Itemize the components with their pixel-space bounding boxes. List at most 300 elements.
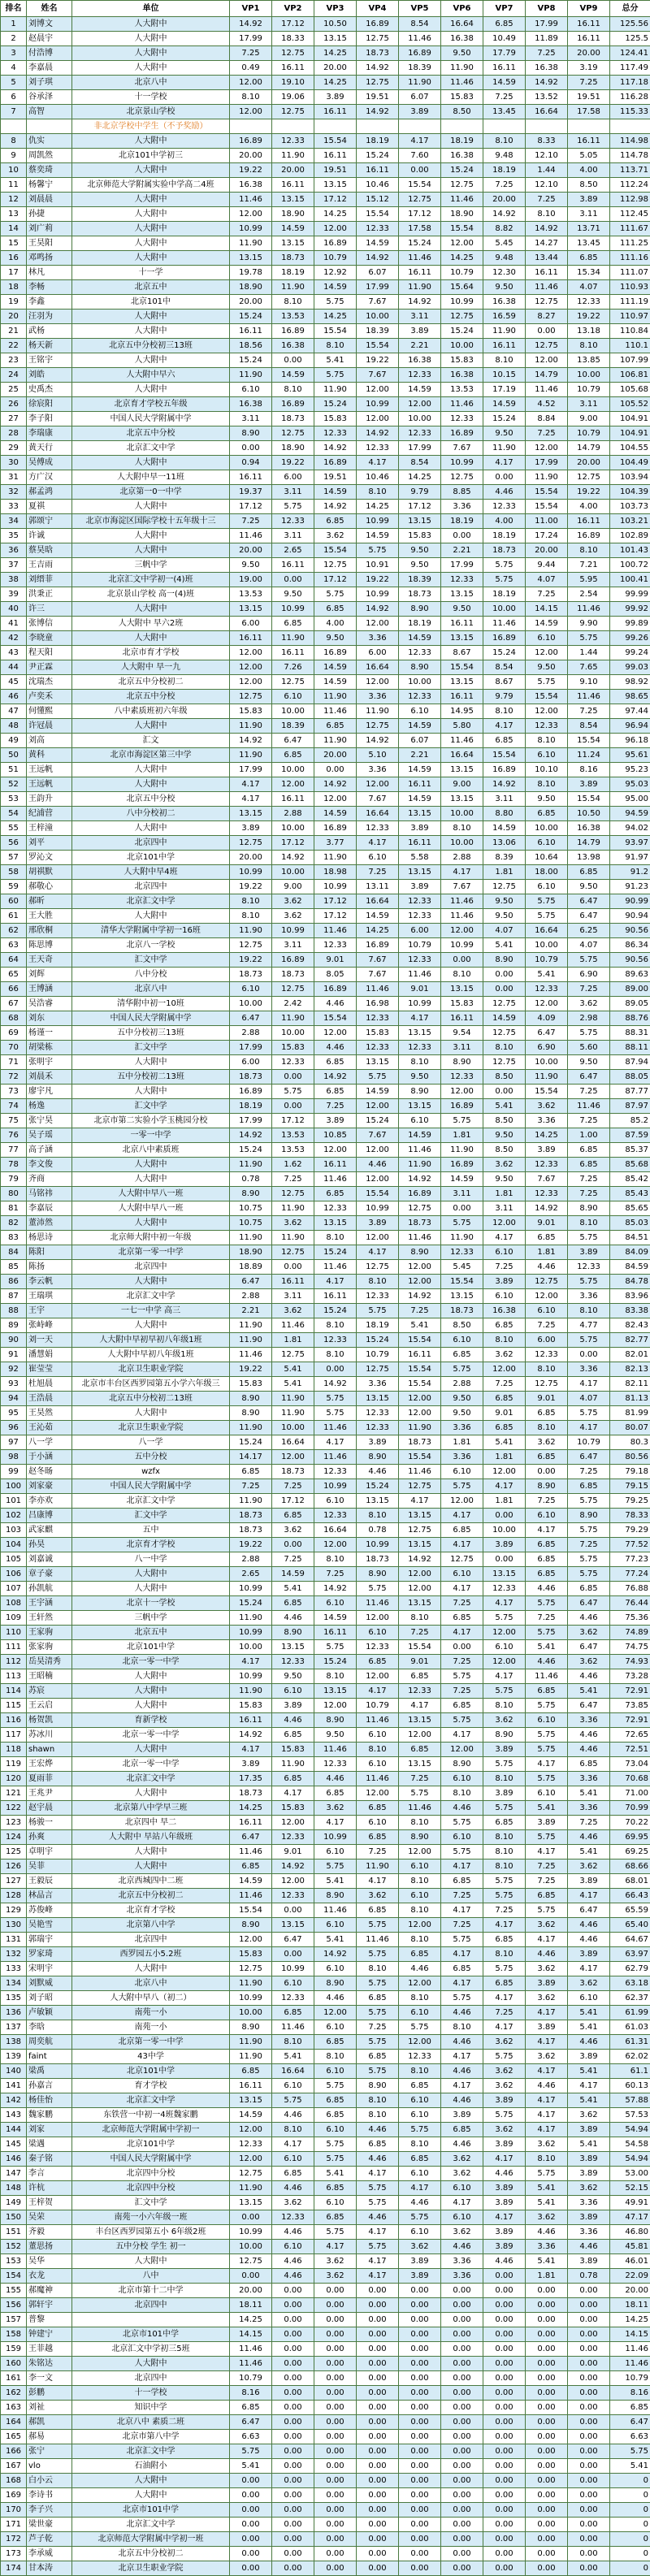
table-row [1,924,650,938]
total-cell: 11.46 [610,2342,650,2357]
vp3-cell: 3.89 [314,1114,357,1128]
vp8-cell: 4.46 [526,2225,568,2240]
vp2-cell: 0.00 [272,2298,314,2313]
vp1-cell: 4.17 [230,792,272,807]
table-row [1,968,650,982]
vp5-cell: 11.90 [399,1421,441,1435]
vp7-cell: 4.00 [483,514,526,529]
vp1-cell: 8.10 [230,894,272,909]
vp7-cell: 17.79 [483,46,526,61]
vp3-cell: 16.89 [314,236,357,251]
total-cell: 0 [610,2561,650,2576]
vp6-cell: 6.85 [441,1611,483,1626]
vp4-cell: 12.33 [357,1640,399,1655]
vp3-cell: 3.62 [314,2269,357,2284]
total-cell: 124.41 [610,46,650,61]
vp3-cell: 5.41 [314,353,357,368]
total-cell: 20.00 [610,2284,650,2298]
total-cell: 81.13 [610,1392,650,1406]
vp1-cell: 15.83 [230,1947,272,1962]
name-cell: 刘辉 [27,968,72,982]
vp9-cell: 6.47 [568,894,610,909]
total-cell: 68.66 [610,1859,650,1874]
unit-cell: 北京五中 [72,280,230,295]
vp3-cell: 14.59 [314,660,357,675]
vp3-cell: 0.00 [314,2547,357,2561]
table-row [1,1772,650,1786]
vp5-cell: 6.10 [399,2225,441,2240]
vp4-cell: 8.10 [357,1275,399,1289]
name-cell: 赵冬旸 [27,1465,72,1479]
vp1-cell: 6.10 [230,383,272,397]
unit-cell: 北京市丰台区西罗园第五小学六年级三 [72,1377,230,1392]
rank-cell: 150 [1,2210,27,2225]
table-row [1,485,650,500]
rank-cell: 42 [1,631,27,646]
vp1-cell: 16.11 [230,1713,272,1728]
vp6-cell: 0.00 [441,2313,483,2327]
name-cell: 刘子昭 [27,1991,72,2006]
rank-cell: 49 [1,734,27,748]
vp5-cell: 8.10 [399,1933,441,1947]
vp8-cell: 8.27 [526,310,568,324]
vp2-cell: 6.85 [272,2167,314,2181]
vp8-cell: 5.75 [526,2167,568,2181]
rank-cell: 17 [1,266,27,280]
vp2-cell: 11.90 [272,1201,314,1216]
total-cell: 117.18 [610,76,650,90]
vp2-cell: 5.75 [272,1085,314,1099]
vp8-cell: 18.00 [526,865,568,880]
vp2-cell: 0.00 [272,2474,314,2488]
vp2-cell: 12.75 [272,1348,314,1362]
total-cell: 8.16 [610,2386,650,2401]
vp8-cell: 5.41 [526,2196,568,2210]
vp3-cell: 8.10 [314,1231,357,1245]
vp6-cell: 8.10 [441,2020,483,2035]
table-row [1,2269,650,2284]
vp5-cell: 4.17 [399,1699,441,1713]
total-cell: 99.89 [610,617,650,631]
unit-cell: 石油附小 [72,2459,230,2474]
rank-cell: 132 [1,1947,27,1962]
vp1-cell: 17.99 [230,763,272,777]
vp9-cell: 3.36 [568,2225,610,2240]
rank-cell: 109 [1,1611,27,1626]
vp8-cell: 5.75 [526,1596,568,1611]
vp1-cell: 10.79 [230,2371,272,2386]
total-cell: 85.03 [610,1216,650,1231]
vp5-cell: 13.15 [399,1099,441,1114]
vp1-cell: 0.00 [230,2269,272,2284]
vp1-cell: 18.89 [230,1260,272,1275]
vp5-cell: 12.75 [399,1201,441,1216]
unit-cell: 人大附中 [72,310,230,324]
total-cell: 74.93 [610,1655,650,1669]
name-cell [27,119,72,134]
vp1-cell: 6.85 [230,1859,272,1874]
total-cell: 95.23 [610,763,650,777]
rank-cell: 94 [1,1392,27,1406]
vp6-cell: 6.85 [441,1699,483,1713]
vp4-cell: 18.19 [357,134,399,149]
vp6-cell: 12.00 [441,236,483,251]
vp8-cell: 12.00 [526,1289,568,1304]
vp3-cell: 8.10 [314,1669,357,1684]
vp2-cell: 15.83 [272,1801,314,1816]
table-row [1,412,650,426]
unit-cell: 北京101中学 [72,1640,230,1655]
total-cell [610,119,650,134]
total-cell: 114.98 [610,134,650,149]
rank-cell: 61 [1,909,27,924]
vp4-cell: 5.75 [357,2240,399,2254]
rank-cell: 134 [1,1976,27,1991]
vp2-cell: 12.75 [272,1245,314,1260]
table-row [1,2357,650,2371]
vp9-cell: 7.21 [568,558,610,573]
vp4-cell: 10.00 [357,310,399,324]
vp5-cell: 17.99 [399,441,441,456]
vp5-cell: 14.92 [399,1289,441,1304]
vp1-cell: 18.90 [230,1245,272,1260]
vp4-cell: 12.00 [357,1669,399,1684]
unit-cell: 人大附中 [72,2357,230,2371]
vp2-cell: 5.41 [272,1582,314,1596]
vp7-cell: 0.00 [483,968,526,982]
vp6-cell: 13.15 [441,982,483,997]
vp7-cell: 0.00 [483,2327,526,2342]
rank-cell: 149 [1,2196,27,2210]
table-row [1,2313,650,2327]
name-cell: 刘东 [27,1011,72,1026]
name-cell: 刘缙菲 [27,573,72,587]
vp2-cell: 6.85 [272,748,314,763]
unit-cell: 人大附中 [72,1669,230,1684]
rank-cell: 121 [1,1786,27,1801]
vp4-cell: 8.10 [357,485,399,500]
unit-cell: 北京师范大学附属中学初一班 [72,2532,230,2547]
total-cell: 111.07 [610,266,650,280]
total-cell: 62.79 [610,1962,650,1976]
total-cell: 65.59 [610,1903,650,1918]
vp9-cell: 13.71 [568,222,610,236]
vp5-cell: 8.54 [399,456,441,470]
total-cell: 82.01 [610,1348,650,1362]
total-cell: 111.16 [610,251,650,266]
unit-cell: 人大附中 [72,61,230,76]
vp6-cell: 16.38 [441,368,483,383]
vp7-cell: 18.73 [483,543,526,558]
vp6-cell: 6.10 [441,1567,483,1582]
name-cell: 李诗书 [27,2488,72,2503]
table-row [1,1611,650,1626]
vp9-cell: 0.00 [568,2401,610,2415]
vp1-cell: 2.65 [230,1567,272,1582]
total-cell: 94.02 [610,821,650,836]
vp1-cell: 19.22 [230,1362,272,1377]
vp9-cell: 11.46 [568,1099,610,1114]
name-cell: 刘默威 [27,1976,72,1991]
total-cell: 84.51 [610,1231,650,1245]
vp4-cell: 16.64 [357,894,399,909]
vp6-cell: 0.00 [441,2488,483,2503]
vp8-cell: 14.15 [526,602,568,617]
table-row [1,163,650,178]
name-cell: 方广汉 [27,470,72,485]
total-cell: 112.45 [610,207,650,222]
vp5-cell: 2.21 [399,748,441,763]
table-row [1,324,650,339]
vp1-cell: 6.00 [230,617,272,631]
vp3-cell: 3.89 [314,90,357,105]
vp3-cell: 12.00 [314,792,357,807]
vp5-cell: 13.15 [399,1538,441,1552]
name-cell: 刘家豪 [27,1479,72,1494]
vp4-cell: 0.00 [357,2386,399,2401]
total-cell: 70.68 [610,1772,650,1786]
vp9-cell: 5.75 [568,953,610,968]
vp4-cell: 7.67 [357,792,399,807]
vp2-cell: 0.00 [272,2547,314,2561]
vp5-cell: 12.33 [399,368,441,383]
vp4-cell: 12.75 [357,1362,399,1377]
table-row [1,2342,650,2357]
vp3-cell: 4.46 [314,1991,357,2006]
rank-cell: 39 [1,587,27,602]
vp9-cell: 5.41 [568,2064,610,2079]
vp5-cell: 13.15 [399,514,441,529]
rank-cell: 32 [1,485,27,500]
rank-cell: 37 [1,558,27,573]
vp3-cell: 5.75 [314,587,357,602]
vp2-cell: 18.90 [272,207,314,222]
vp7-cell: 9.50 [483,426,526,441]
vp8-cell: 4.46 [526,2079,568,2093]
vp6-cell: 16.89 [441,1158,483,1172]
table-row [1,2020,650,2035]
unit-cell: 北京五中分校初三13班 [72,339,230,353]
vp8-cell: 17.24 [526,529,568,543]
vp2-cell: 0.00 [272,2444,314,2459]
vp6-cell: 4.17 [441,2079,483,2093]
vp4-cell: 6.85 [357,2050,399,2064]
vp5-cell: 12.00 [399,1260,441,1275]
vp5-cell: 12.00 [399,1392,441,1406]
vp4-cell: 12.33 [357,821,399,836]
unit-cell: 五中分校初二13班 [72,1070,230,1085]
vp5-cell: 13.15 [399,807,441,821]
unit-cell: 43中学 [72,2050,230,2064]
vp6-cell: 10.99 [441,456,483,470]
vp6-cell: 18.19 [441,134,483,149]
total-cell: 101.43 [610,543,650,558]
name-cell: 罗家琦 [27,1947,72,1962]
vp1-cell: 11.90 [230,1421,272,1435]
vp7-cell: 16.38 [483,295,526,310]
unit-cell: 人大附中 [72,251,230,266]
vp1-cell: 16.89 [230,134,272,149]
vp6-cell: 0.00 [441,2518,483,2532]
vp4-cell: 6.10 [357,1626,399,1640]
header-vp7: VP7 [483,1,526,17]
name-cell: 王梓潼 [27,821,72,836]
rank-cell: 154 [1,2269,27,2284]
vp8-cell: 1.81 [526,2269,568,2284]
vp1-cell: 11.90 [230,2035,272,2050]
vp5-cell: 14.59 [399,719,441,734]
table-row [1,1845,650,1859]
vp7-cell: 15.24 [483,412,526,426]
table-row [1,1172,650,1187]
vp4-cell: 6.10 [357,1816,399,1830]
vp1-cell: 5.75 [230,2444,272,2459]
unit-cell: 八中分校初二 [72,807,230,821]
vp9-cell: 4.17 [568,1889,610,1903]
rank-cell: 71 [1,1055,27,1070]
vp9-cell: 3.89 [568,2210,610,2225]
vp7-cell: 3.62 [483,2064,526,2079]
vp1-cell: 8.10 [230,909,272,924]
vp4-cell: 15.24 [357,1479,399,1494]
vp9-cell: 10.79 [568,383,610,397]
vp4-cell: 13.15 [357,1392,399,1406]
vp2-cell: 10.99 [272,924,314,938]
table-row [1,1640,650,1655]
vp7-cell: 5.75 [483,573,526,587]
vp1-cell: 11.46 [230,2342,272,2357]
vp4-cell: 0.00 [357,2357,399,2371]
vp5-cell: 18.73 [399,587,441,602]
vp2-cell: 6.10 [272,1976,314,1991]
vp7-cell: 12.00 [483,1626,526,1640]
vp4-cell: 3.36 [357,763,399,777]
vp7-cell: 8.10 [483,704,526,719]
vp8-cell: 12.75 [526,1275,568,1289]
table-row [1,719,650,734]
vp2-cell: 13.53 [272,1143,314,1158]
vp4-cell: 4.46 [357,1158,399,1172]
vp4-cell: 4.17 [357,836,399,851]
vp9-cell: 8.90 [568,1201,610,1216]
vp3-cell: 0.00 [314,2503,357,2518]
unit-cell: 清华附中初一10班 [72,997,230,1011]
vp4-cell: 8.90 [357,1567,399,1582]
table-row [1,1392,650,1406]
rank-cell: 171 [1,2518,27,2532]
name-cell: 蔡昊晗 [27,543,72,558]
unit-cell: 丰台区西罗园第五小 6年级2班 [72,2225,230,2240]
vp6-cell: 9.54 [441,1026,483,1041]
vp5-cell: 12.00 [399,1845,441,1859]
rank-cell: 20 [1,310,27,324]
vp8-cell: 6.00 [526,1333,568,1348]
unit-cell: 北京四中 [72,2298,230,2313]
name-cell: 王吉雨 [27,558,72,573]
total-cell: 0 [610,2488,650,2503]
vp7-cell: 5.41 [483,1435,526,1450]
vp9-cell: 4.17 [568,1377,610,1392]
vp7-cell: 9.48 [483,251,526,266]
total-cell: 71.00 [610,1786,650,1801]
vp6-cell: 5.80 [441,719,483,734]
unit-cell: 人大附中 [72,2474,230,2488]
vp6-cell: 0.00 [441,2503,483,2518]
vp9-cell: 5.75 [568,631,610,646]
unit-cell: 北京八中素质班 [72,1143,230,1158]
vp4-cell: 4.17 [357,1245,399,1260]
total-cell: 77.23 [610,1552,650,1567]
vp1-cell: 13.15 [230,602,272,617]
vp9-cell: 19.51 [568,90,610,105]
vp8-cell: 0.00 [526,2313,568,2327]
vp3-cell: 12.33 [314,1465,357,1479]
vp5-cell: 6.10 [399,1114,441,1128]
vp6-cell: 0.00 [441,2474,483,2488]
unit-cell: 人大附中 [72,821,230,836]
vp5-cell: 18.73 [399,1216,441,1231]
vp8-cell: 8.10 [526,2152,568,2167]
unit-cell: 北京101中学初三 [72,149,230,163]
table-row [1,2123,650,2137]
vp6-cell: 14.25 [441,251,483,266]
vp6-cell: 4.46 [441,1801,483,1816]
vp2-cell: 9.00 [272,880,314,894]
vp4-cell: 12.33 [357,1289,399,1304]
vp8-cell: 4.52 [526,397,568,412]
total-cell: 82.13 [610,1362,650,1377]
vp2-cell: 2.42 [272,997,314,1011]
table-row [1,1055,650,1070]
rank-cell: 81 [1,1201,27,1216]
name-cell: 李子兴 [27,2503,72,2518]
vp9-cell: 6.47 [568,1450,610,1465]
rank-cell: 28 [1,426,27,441]
table-row [1,763,650,777]
name-cell: 邓鸣扬 [27,251,72,266]
vp2-cell: 6.10 [272,2152,314,2167]
name-cell: 许诚 [27,529,72,543]
vp4-cell: 0.00 [357,2401,399,2415]
vp6-cell: 12.00 [441,1494,483,1509]
vp7-cell: 3.89 [483,1538,526,1552]
unit-cell: 人大附中 [72,719,230,734]
rank-cell: 120 [1,1772,27,1786]
vp1-cell: 14.25 [230,1801,272,1816]
vp5-cell: 8.10 [399,2137,441,2152]
vp8-cell: 6.10 [526,1304,568,1318]
vp2-cell: 3.62 [272,909,314,924]
table-row [1,2488,650,2503]
vp7-cell: 3.11 [483,1201,526,1216]
vp2-cell: 12.33 [272,1991,314,2006]
vp5-cell: 11.46 [399,1143,441,1158]
vp8-cell: 12.33 [526,1158,568,1172]
total-cell: 46.01 [610,2254,650,2269]
total-cell: 70.99 [610,1801,650,1816]
name-cell: 李畅 [27,280,72,295]
vp7-cell: 0.00 [483,2444,526,2459]
unit-cell: 八中分校 [72,968,230,982]
vp6-cell [441,119,483,134]
vp9-cell: 3.62 [568,997,610,1011]
table-row [1,777,650,792]
vp5-cell: 14.59 [399,763,441,777]
vp4-cell: 10.46 [357,178,399,193]
vp1-cell: 8.90 [230,1918,272,1933]
vp9-cell: 3.89 [568,2167,610,2181]
vp1-cell: 14.59 [230,1874,272,1889]
